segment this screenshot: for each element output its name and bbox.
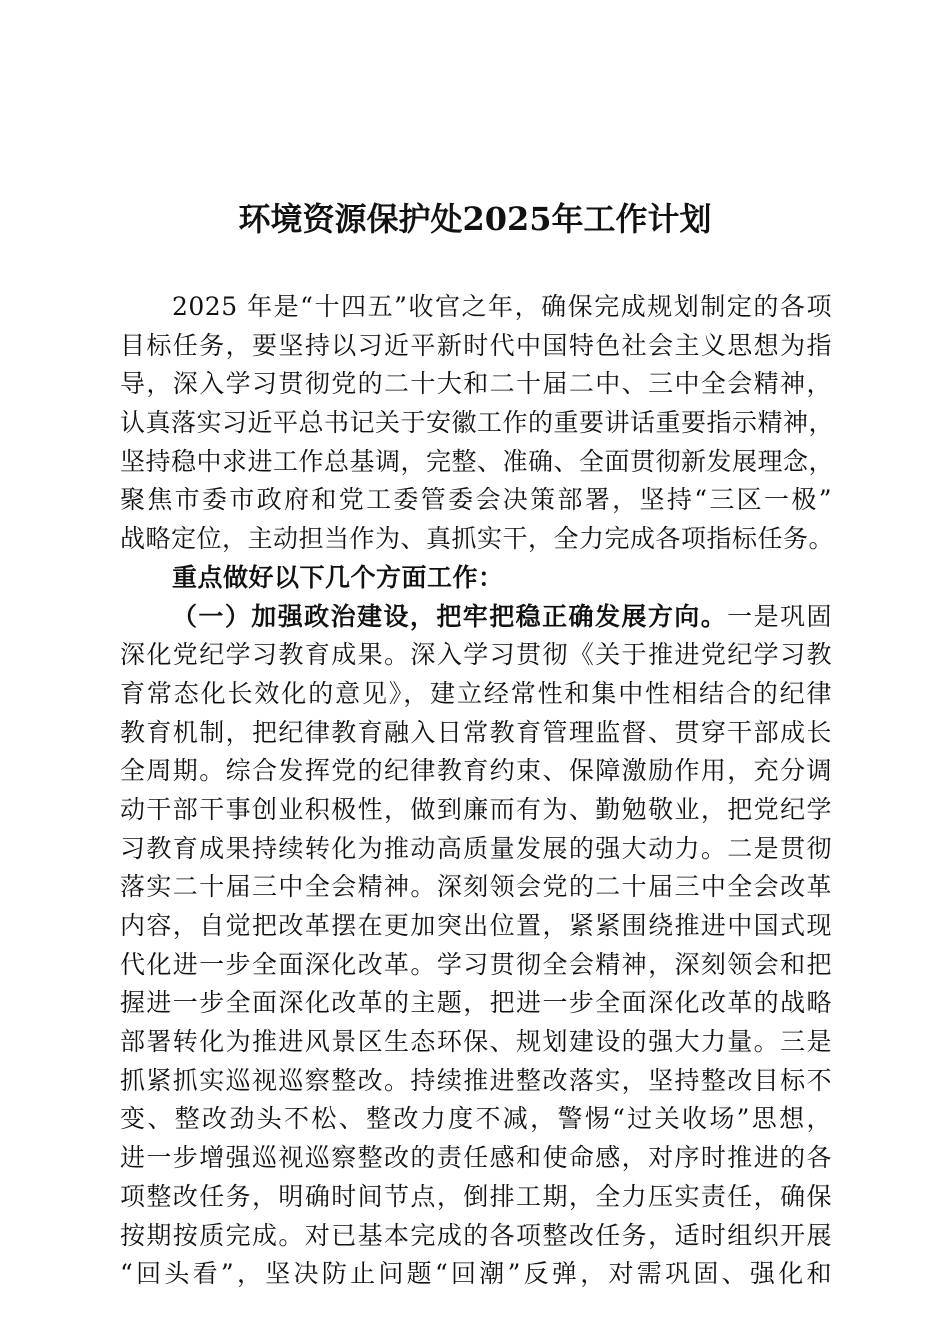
text-line: 目标任务，要坚持以习近平新时代中国特色社会主义思想为指 <box>120 330 832 360</box>
text-line: “回头看”，坚决防止问题“回潮”反弹，对需巩固、强化和 <box>120 1259 832 1289</box>
document-title: 环境资源保护处2025年工作计划 <box>238 200 712 238</box>
text-line: 变、整改劲头不松、整改力度不减，警惕“过关收场”思想， <box>120 1104 832 1134</box>
text-line: 按期按质完成。对已基本完成的各项整改任务，适时组织开展 <box>120 1220 832 1250</box>
document-body <box>120 288 835 1294</box>
text-line: 认真落实习近平总书记关于安徽工作的重要讲话重要指示精神， <box>120 408 835 438</box>
intro-paragraph <box>120 288 835 559</box>
text-line: 2025 年是“十四五”收官之年，确保完成规划制定的各项 <box>172 292 832 321</box>
text-line: 部署转化为推进风景区生态环保、规划建设的强大力量。三是 <box>120 1027 832 1057</box>
text-line: 战略定位，主动担当作为、真抓实干，全力完成各项指标任务。 <box>120 524 835 554</box>
section-1-first-line-rest: 一是巩固 <box>727 601 832 631</box>
text-line: 育常态化长效化的意见》，建立经常性和集中性相结合的纪律 <box>120 678 832 708</box>
text-line: 落实二十届三中全会精神。深刻领会党的二十届三中全会改革 <box>120 872 832 902</box>
text-line: 深化党纪学习教育成果。深入学习贯彻《关于推进党纪学习教 <box>120 640 832 670</box>
text-line: 坚持稳中求进工作总基调，完整、准确、全面贯彻新发展理念， <box>120 446 835 476</box>
section-intro: 重点做好以下几个方面工作： <box>172 562 504 592</box>
text-line: 抓紧抓实巡视巡察整改。持续推进整改落实，坚持整改目标不 <box>120 1065 832 1095</box>
text-line: 内容，自觉把改革摆在更加突出位置，紧紧围绕推进中国式现 <box>120 911 832 940</box>
text-line: 导，深入学习贯彻党的二十大和二十届二中、三中全会精神， <box>120 369 832 399</box>
text-line: 习教育成果持续转化为推动高质量发展的强大动力。二是贯彻 <box>120 833 832 863</box>
section-1-heading: （一）加强政治建设，把牢把稳正确发展方向。 <box>172 601 728 631</box>
text-line: 聚焦市委市政府和党工委管委会决策部署，坚持“三区一极” <box>120 485 832 515</box>
text-line: 代化进一步全面深化改革。学习贯彻全会精神，深刻领会和把 <box>120 949 832 979</box>
section-1-paragraph <box>120 598 832 1294</box>
text-line: 项整改任务，明确时间节点，倒排工期，全力压实责任，确保 <box>120 1181 832 1211</box>
section-1-first-line <box>120 598 832 637</box>
text-line: 动干部干事创业积极性，做到廉而有为、勤勉敬业，把党纪学 <box>120 794 832 824</box>
text-line: 握进一步全面深化改革的主题，把进一步全面深化改革的战略 <box>120 988 832 1018</box>
text-line: 教育机制，把纪律教育融入日常教育管理监督、贯穿干部成长 <box>120 717 832 747</box>
text-line: 进一步增强巡视巡察整改的责任感和使命感，对序时推进的各 <box>120 1143 832 1173</box>
text-line: 全周期。综合发挥党的纪律教育约束、保障激励作用，充分调 <box>120 756 832 786</box>
